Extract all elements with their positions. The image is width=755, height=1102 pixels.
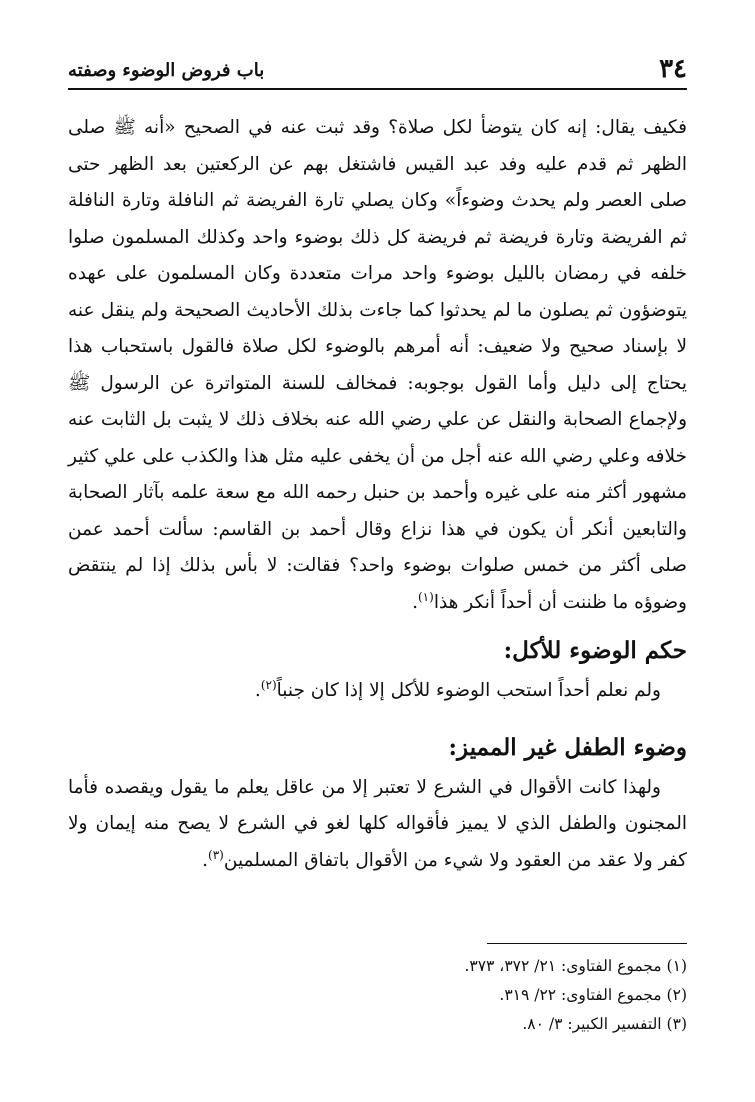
footnote-number: (٣) (666, 1015, 687, 1033)
paragraph-2-text: ولم نعلم أحداً استحب الوضوء للأكل إلا إذا كان جنباً (276, 680, 661, 701)
period: . (254, 680, 261, 701)
footnote-3 (68, 1010, 687, 1039)
page-header (68, 52, 687, 90)
page-number: ٣٤ (659, 54, 687, 84)
footnote-number: (٢) (666, 986, 687, 1004)
running-title: باب فروض الوضوء وصفته (68, 60, 265, 81)
footnote-2 (68, 981, 687, 1010)
footnote-number: (١) (666, 957, 687, 975)
footnote-ref-3: (٣) (208, 847, 224, 862)
paragraph-1 (68, 110, 687, 621)
footnote-divider (487, 943, 687, 944)
paragraph-3 (68, 770, 687, 880)
paragraph-3-text: ولهذا كانت الأقوال في الشرع لا تعتبر إلا من عاقل يعلم ما يقول ويقصده فأما المجنون والطفل الذي لا يميز فأقواله كلها لغو في الشرع لا يصح منه إيمان ولا كفر ولا عقد من العقود ولا شيء من الأقوال باتفاق المسلمين (68, 776, 687, 871)
footnotes (68, 952, 687, 1039)
paragraph-1-text: فكيف يقال: إنه كان يتوضأ لكل صلاة؟ وقد ثبت عنه في الصحيح «أنه ﷺ صلى الظهر ثم قدم عليه وفد عبد القيس فاشتغل بهم عن الركعتين بعد الظهر حتى صلى العصر ولم يحدث وضوءاً» وكان يصلي تارة الفريضة ثم النافلة وتارة النافلة ثم الفريضة وتارة فريضة ثم فريضة كل ذلك بوضوء واحد وكذلك المسلمون صلوا خلفه في رمضان بالليل بوضوء واحد مرات متعددة وكان المسلمون على عهده يتوضؤون ثم يصلون ما لم يحدثوا كما جاءت بذلك الأحاديث الصحيحة ولم ينقل عنه لا بإسناد صحيح ولا ضعيف: أنه أمرهم بالوضوء لكل صلاة فالقول باستحباب هذا يحتاج إلى دليل وأما القول بوجوبه: فمخالف للسنة المتواترة عن الرسول ﷺ ولإجماع الصحابة والنقل عن علي رضي الله عنه بخلاف ذلك لا يثبت بل الثابت عنه خلافه وعلي رضي الله عنه أجل من أن يخفى عليه مثل هذا والكذب على علي كثير مشهور أكثر منه على غيره وأحمد بن حنبل رحمه الله مع سعة علمه بآثار الصحابة والتابعين أنكر أن يكون في هذا نزاع وقال أحمد بن القاسم: سألت أحمد عمن صلى أكثر من خمس صلوات بوضوء واحد؟ فقالت: لا بأس بذلك إذا لم ينتقض وضوؤه ما ظننت أن أحداً أنكر هذا (68, 117, 687, 613)
paragraph-2 (68, 673, 687, 710)
section-heading-eating: حكم الوضوء للأكل: (503, 637, 687, 664)
page-content (68, 110, 687, 879)
footnote-ref-2: (٢) (260, 677, 277, 692)
footnote-text: التفسير الكبير: ٣/ ٨٠. (522, 1015, 662, 1033)
footnote-1 (68, 952, 687, 981)
footnote-text: مجموع الفتاوى: ٢٢/ ٣١٩. (499, 986, 662, 1004)
period: . (202, 849, 209, 871)
section-heading-child: وضوء الطفل غير المميز: (448, 733, 687, 761)
footnote-ref-1: (١) (417, 589, 434, 604)
footnote-text: مجموع الفتاوى: ٢١/ ٣٧٢، ٣٧٣. (464, 957, 662, 975)
period: . (412, 591, 418, 613)
